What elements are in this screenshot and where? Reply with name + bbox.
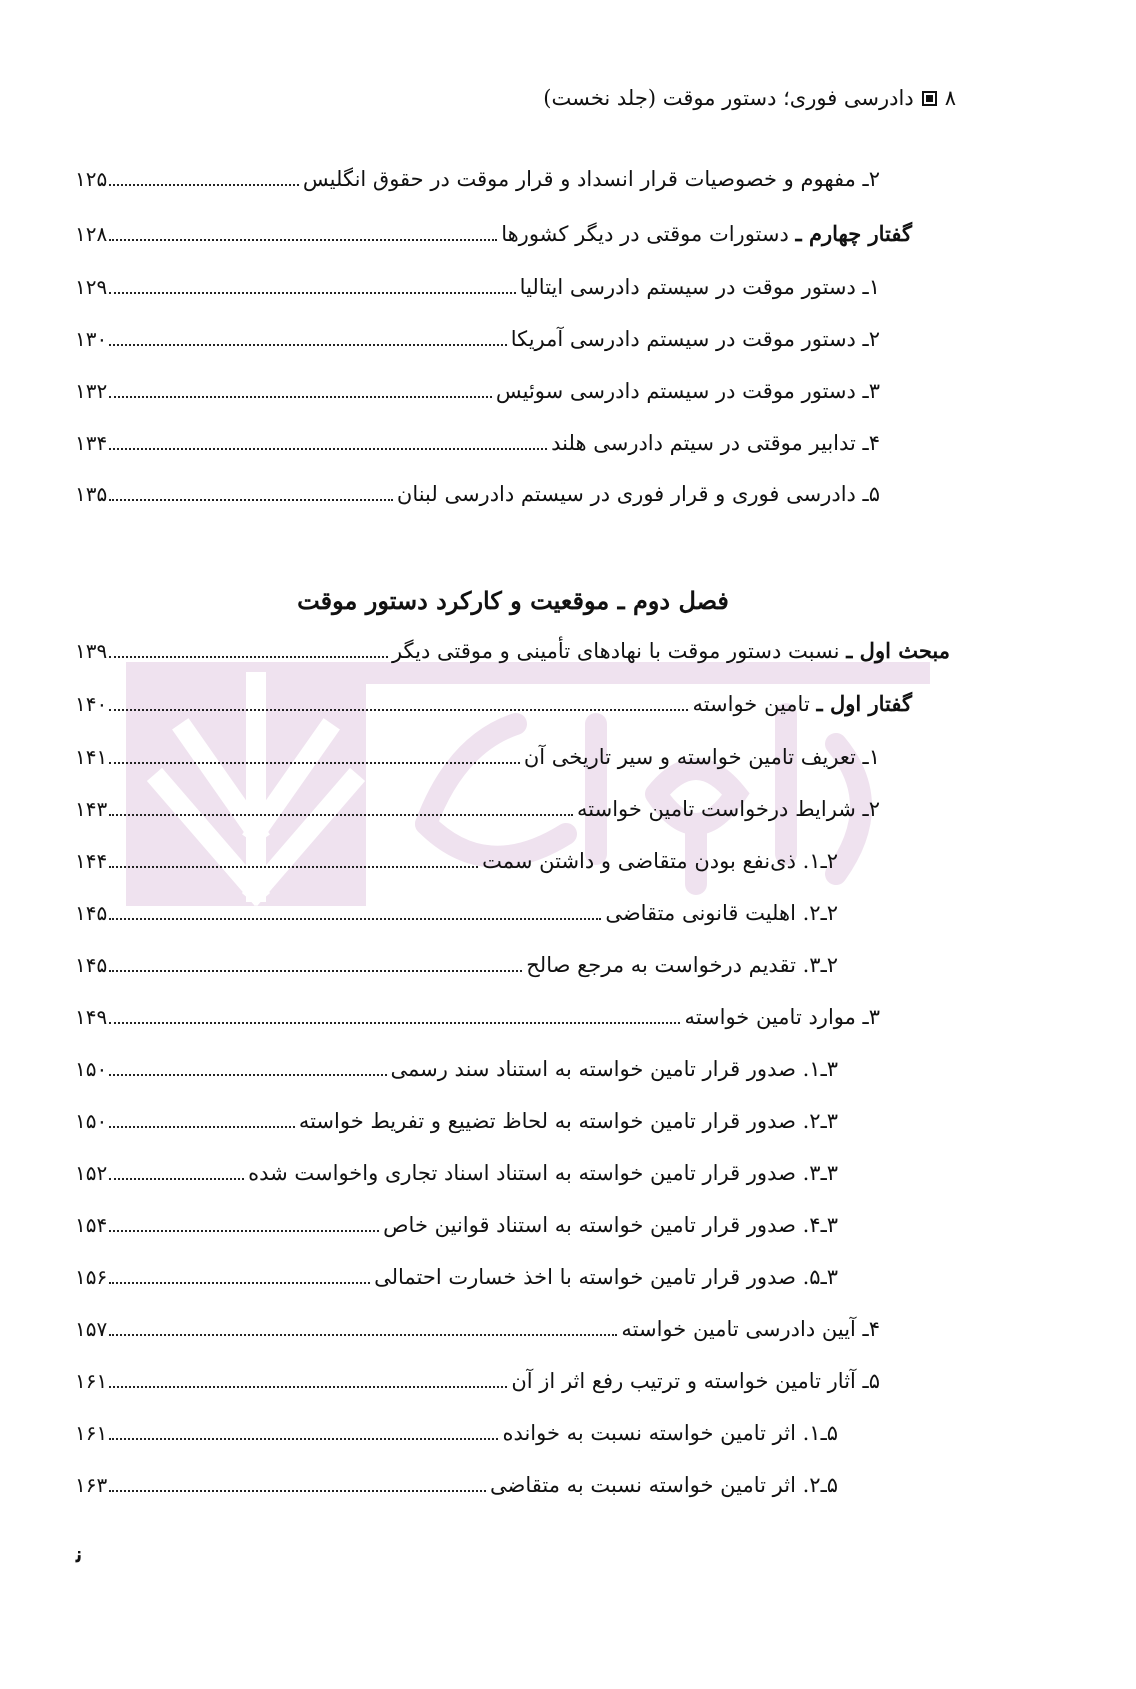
toc-entry-title — [502, 1419, 838, 1447]
toc-entry[interactable] — [75, 1311, 880, 1343]
toc-entry[interactable] — [75, 1363, 880, 1395]
toc-entry-text: ۴ـ تدابیر موقتی در سیتم دادرسی هلند — [551, 431, 880, 455]
toc-entry-title — [501, 220, 912, 248]
toc-entry-title — [383, 1211, 838, 1239]
toc-entry[interactable] — [75, 1103, 838, 1135]
dot-leader — [109, 396, 492, 398]
toc-entry-text: تامین خواسته — [692, 692, 810, 716]
toc-entry[interactable] — [75, 633, 950, 665]
dot-leader — [109, 918, 601, 920]
toc-page-number: ۱۳۴ — [75, 431, 108, 455]
toc-entry-text: ۳ـ۴. صدور قرار تامین خواسته به استناد قوانین خاص — [383, 1213, 838, 1237]
footer-mark: ﻧ — [76, 1542, 83, 1568]
dot-leader — [109, 866, 478, 868]
toc-entry-text: ۵ـ۱. اثر تامین خواسته نسبت به خوانده — [502, 1421, 838, 1445]
toc-entry[interactable] — [75, 216, 912, 248]
toc-entry[interactable] — [75, 895, 838, 927]
toc-page-number: ۱۳۲ — [75, 379, 108, 403]
dot-leader — [109, 762, 520, 764]
toc-entry-title — [392, 637, 950, 665]
toc-entry[interactable] — [75, 739, 880, 771]
toc-entry[interactable] — [75, 1051, 838, 1083]
dot-leader — [109, 709, 688, 711]
toc-entry-title — [551, 429, 880, 457]
toc-entry[interactable] — [75, 1155, 838, 1187]
dot-leader — [109, 292, 515, 294]
dot-leader — [109, 344, 506, 346]
toc-entry-title — [526, 951, 838, 979]
toc-page-number: ۱۲۸ — [75, 222, 108, 246]
toc-page-number: ۱۵۲ — [75, 1161, 108, 1185]
toc-page-number: ۱۵۰ — [75, 1057, 108, 1081]
toc-entry-title — [397, 480, 880, 508]
book-title: دادرسی فوری؛ دستور موقت (جلد نخست) — [543, 86, 914, 110]
toc-entry[interactable] — [75, 269, 880, 301]
toc-entry-title — [524, 743, 880, 771]
toc-page-number: ۱۶۱ — [75, 1369, 108, 1393]
toc-entry-title — [496, 377, 880, 405]
dot-leader — [109, 499, 393, 501]
toc-entry[interactable] — [75, 425, 880, 457]
running-header — [543, 86, 956, 110]
dot-leader — [109, 1438, 498, 1440]
dot-leader — [109, 184, 299, 186]
toc-entry-text: ۳ـ۲. صدور قرار تامین خواسته به لحاظ تضییع و تفریط خواسته — [298, 1109, 838, 1133]
toc-entry-heading-prefix: گفتار اول ـ — [816, 691, 912, 716]
toc-entry-title — [511, 1367, 880, 1395]
toc-entry-text: نسبت دستور موقت با نهادهای تأمینی و موقتی دیگر — [391, 639, 840, 663]
toc-page-number: ۱۳۵ — [75, 482, 108, 506]
dot-leader — [109, 1022, 680, 1024]
toc-entry-title — [520, 273, 880, 301]
dot-leader — [109, 1282, 370, 1284]
dot-leader — [109, 1490, 486, 1492]
toc-entry-text: ۳ـ۵. صدور قرار تامین خواسته با اخذ خسارت احتمالی — [374, 1265, 838, 1289]
toc-entry-text: ۴ـ آیین دادرسی تامین خواسته — [621, 1317, 880, 1341]
toc-entry[interactable] — [75, 321, 880, 353]
toc-page-number: ۱۴۵ — [75, 901, 108, 925]
toc-entry-text: ۲ـ۱. ذی‌نفع بودن متقاضی و داشتن سمت — [482, 849, 838, 873]
toc-page-number: ۱۲۵ — [75, 167, 108, 191]
dot-leader — [109, 1178, 244, 1180]
toc-entry[interactable] — [75, 1259, 838, 1291]
toc-entry-text: ۲ـ دستور موقت در سیستم دادرسی آمریکا — [510, 327, 880, 351]
toc-entry-heading-prefix: مبحث اول ـ — [846, 638, 950, 663]
toc-entry-text: ۲ـ شرایط درخواست تامین خواسته — [577, 797, 880, 821]
toc-entry-text: ۳ـ دستور موقت در سیستم دادرسی سوئیس — [495, 379, 880, 403]
toc-entry-title — [605, 899, 838, 927]
toc-entry-title — [248, 1159, 838, 1187]
toc-entry-text: ۲ـ مفهوم و خصوصیات قرار انسداد و قرار موقت در حقوق انگلیس — [302, 167, 880, 191]
toc-page-number: ۱۳۹ — [75, 639, 108, 663]
toc-entry[interactable] — [75, 1467, 838, 1499]
toc-entry[interactable] — [75, 999, 880, 1031]
toc-entry-text: ۱ـ دستور موقت در سیستم دادرسی ایتالیا — [519, 275, 880, 299]
toc-entry-title — [490, 1471, 838, 1499]
toc-entry[interactable] — [75, 791, 880, 823]
toc-entry-text: ۱ـ تعریف تامین خواسته و سیر تاریخی آن — [523, 745, 880, 769]
toc-page-number: ۱۵۴ — [75, 1213, 108, 1237]
toc-entry-title — [299, 1107, 838, 1135]
page-number: ۸ — [944, 86, 956, 110]
toc-entry-text: ۳ـ موارد تامین خواسته — [684, 1005, 880, 1029]
dot-leader — [109, 1334, 617, 1336]
toc-entry-text: ۲ـ۳. تقدیم درخواست به مرجع صالح — [526, 953, 838, 977]
toc-page-number: ۱۶۳ — [75, 1473, 108, 1497]
toc-entry-text: ۲ـ۲. اهلیت قانونی متقاضی — [605, 901, 838, 925]
toc-entry[interactable] — [75, 1415, 838, 1447]
toc-entry-title — [684, 1003, 880, 1031]
toc-entry-text: ۵ـ۲. اثر تامین خواسته نسبت به متقاضی — [490, 1473, 838, 1497]
dot-leader — [109, 970, 522, 972]
toc-entry-heading-prefix: گفتار چهارم ـ — [795, 221, 912, 246]
toc-entry[interactable] — [75, 947, 838, 979]
toc-page-number: ۱۵۰ — [75, 1109, 108, 1133]
dot-leader — [109, 1230, 379, 1232]
toc-entry-text: ۳ـ۳. صدور قرار تامین خواسته به استناد اسناد تجاری واخواست شده — [248, 1161, 838, 1185]
toc-entry[interactable] — [75, 843, 838, 875]
toc-entry[interactable] — [75, 373, 880, 405]
toc-page-number: ۱۳۰ — [75, 327, 108, 351]
dot-leader — [109, 1386, 507, 1388]
dot-leader — [109, 814, 573, 816]
toc-entry[interactable] — [75, 1207, 838, 1239]
toc-page-number: ۱۴۳ — [75, 797, 108, 821]
toc-entry-title — [577, 795, 880, 823]
toc-page-number: ۱۴۹ — [75, 1005, 108, 1029]
toc-entry-text: ۵ـ آثار تامین خواسته و ترتیب رفع اثر از آن — [511, 1369, 880, 1393]
toc-page-number: ۱۴۱ — [75, 745, 108, 769]
toc-entry-text: ۵ـ دادرسی فوری و قرار فوری در سیستم دادرسی لبنان — [396, 482, 880, 506]
toc-page-number: ۱۵۷ — [75, 1317, 108, 1341]
toc-entry-title — [374, 1263, 838, 1291]
square-bullet-icon — [922, 91, 937, 106]
dot-leader — [109, 1126, 295, 1128]
chapter-title: فصل دوم ـ موقعیت و کارکرد دستور موقت — [297, 586, 729, 615]
dot-leader — [109, 448, 547, 450]
toc-entry-title — [482, 847, 838, 875]
toc-entry-title — [511, 325, 880, 353]
toc-page-number: ۱۴۵ — [75, 953, 108, 977]
dot-leader — [109, 656, 388, 658]
toc-entry-title — [391, 1055, 839, 1083]
toc-entry-title — [621, 1315, 880, 1343]
toc-entry[interactable] — [75, 161, 880, 193]
toc-entry[interactable] — [75, 686, 912, 718]
toc-entry-text: ۳ـ۱. صدور قرار تامین خواسته به استناد سند رسمی — [390, 1057, 838, 1081]
toc-page-number: ۱۵۶ — [75, 1265, 108, 1289]
toc-entry-title — [303, 165, 880, 193]
toc-entry-text: دستورات موقتی در دیگر کشورها — [501, 222, 789, 246]
toc-page-number: ۱۲۹ — [75, 275, 108, 299]
dot-leader — [109, 239, 497, 241]
dot-leader — [109, 1074, 386, 1076]
toc-entry-title — [692, 690, 912, 718]
toc-page-number: ۱۶۱ — [75, 1421, 108, 1445]
toc-entry[interactable] — [75, 476, 880, 508]
toc-page-number: ۱۴۴ — [75, 849, 108, 873]
toc-page-number: ۱۴۰ — [75, 692, 108, 716]
